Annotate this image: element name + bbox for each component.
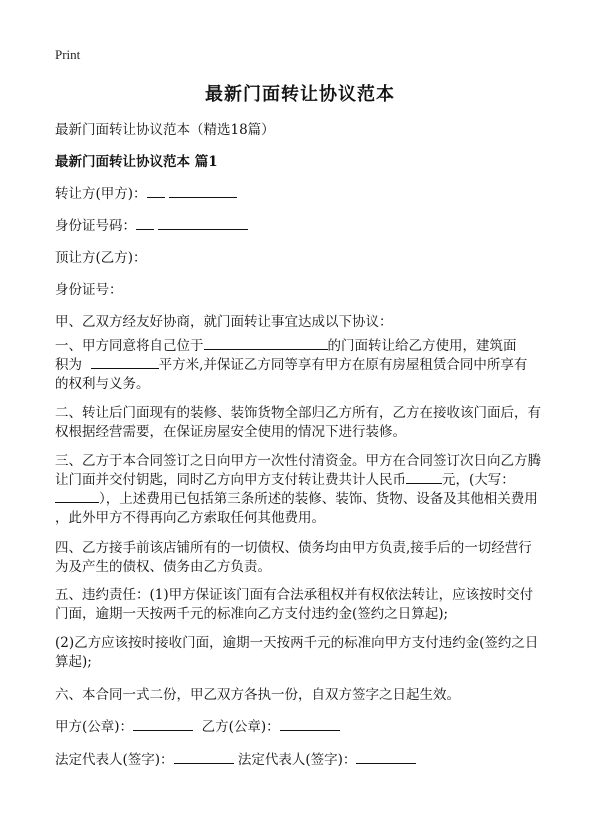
blank-id-number (158, 217, 248, 230)
id-number-line-a: 身份证号码： (55, 217, 555, 236)
clause-6: 六、本合同一式二份，甲乙双方各执一份，自双方签字之日起生效。 (55, 687, 460, 703)
blank-legal-rep-b (356, 751, 416, 764)
blank-amount (406, 471, 442, 484)
id-number-line-b: 身份证号： (55, 282, 123, 298)
blank-transferor (169, 185, 237, 198)
blank-amount-words (55, 490, 99, 503)
clause-2: 二、转让后门面现有的装修、装饰货物全部归乙方所有，乙方在接收该门面后，有 权根据经营需要，在保证房屋安全使用的情况下进行装修。 (55, 405, 541, 440)
intro-paragraph: 甲、乙双方经友好协商，就门面转让事宜达成以下协议： (55, 314, 393, 330)
document-subtitle: 最新门面转让协议范本（精选18篇） (55, 122, 275, 138)
clause-1: 一、甲方同意将自己位于 的门面转让给乙方使用，建筑面 积为 平方米,并保证乙方同等享有甲方在原有房屋租赁合同中所享有 的权利与义务。 (55, 338, 528, 392)
blank-party-a-seal (133, 718, 193, 731)
clause-4: 四、乙方接手前该店铺所有的一切债权、债务均由甲方负责,接手后的一切经营行 为及产生的债权、债务由乙方负责。 (55, 540, 532, 575)
transferor-line: 转让方(甲方)： (55, 185, 555, 204)
blank-party-b-seal (280, 718, 340, 731)
blank-short (136, 217, 154, 230)
print-label[interactable]: Print (55, 47, 81, 62)
section-heading: 最新门面转让协议范本 篇1 (55, 154, 218, 170)
legal-rep-line: 法定代表人(签字)： 法定代表人(签字)： (55, 751, 555, 770)
blank-legal-rep-a (174, 751, 234, 764)
blank-short (147, 185, 165, 198)
clause-3: 三、乙方于本合同签订之日向甲方一次性付清资金。甲方在合同签订次日向乙方腾 让门面并交付钥匙，同时乙方向甲方支付转让费共计人民币 元，(大写： ），上述费用已包括第三条所述的装修、装饰、货物、设备及其他相关费用 ，此外甲方不得再向乙方索取任何其他费用。 (55, 453, 541, 526)
blank-location (204, 337, 328, 350)
clause-5-part-2: (2)乙方应该按时接收门面，逾期一天按两千元的标准向甲方支付违约金(签约之日 算起); (55, 635, 539, 670)
document-title: 最新门面转让协议范本 (205, 84, 395, 105)
transferee-line: 顶让方(乙方)： (55, 250, 147, 266)
blank-area (91, 356, 159, 369)
seal-line: 甲方(公章)： 乙方(公章)： (55, 718, 555, 737)
clause-5: 五、违约责任：(1)甲方保证该门面有合法承租权并有权依法转让，应该按时交付 门面，逾期一天按两千元的标准向乙方支付违约金(签约之日算起); (55, 587, 534, 622)
